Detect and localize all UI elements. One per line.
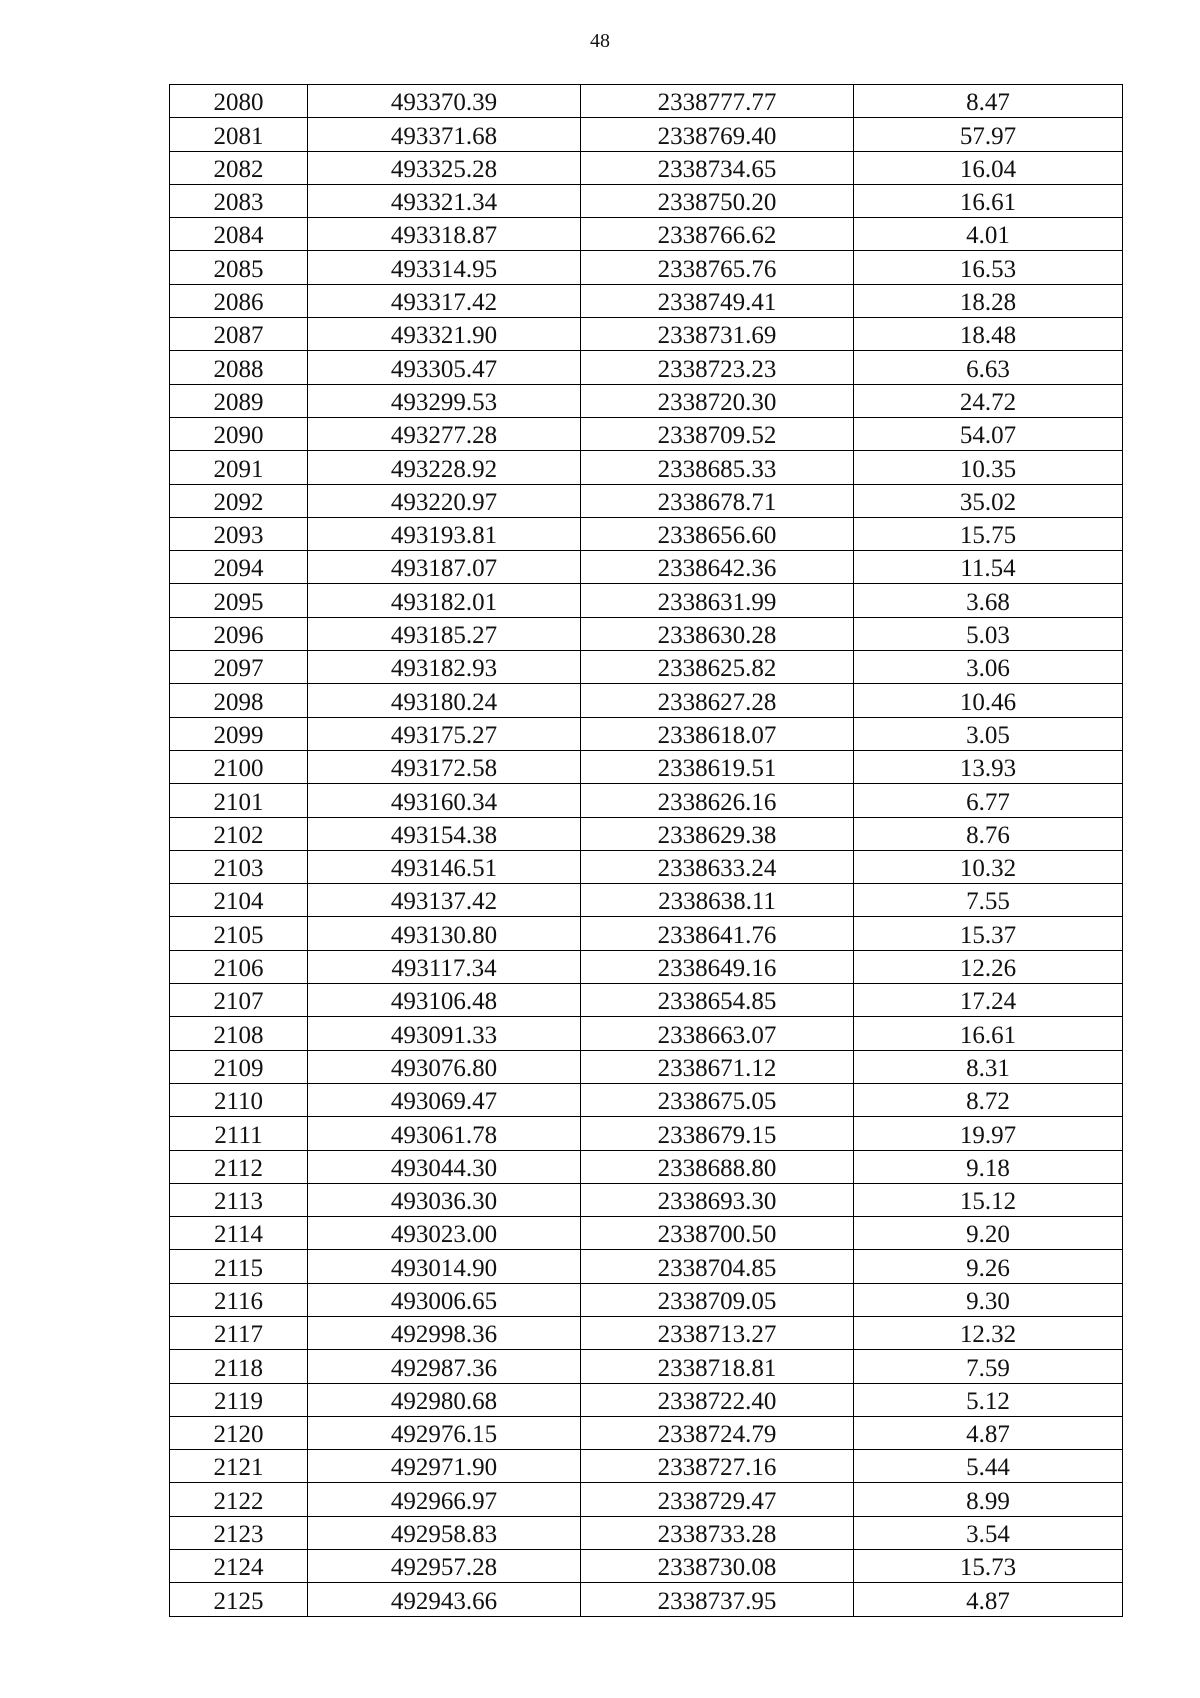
y-coordinate-cell: 2338630.28 (581, 617, 854, 650)
x-coordinate-cell: 493305.47 (308, 351, 581, 384)
y-coordinate-cell: 2338641.76 (581, 917, 854, 950)
point-id-cell: 2112 (170, 1150, 308, 1183)
distance-cell: 15.37 (854, 917, 1123, 950)
y-coordinate-cell: 2338679.15 (581, 1117, 854, 1150)
coordinate-table-body (170, 85, 1123, 1617)
table-row (170, 151, 1123, 184)
y-coordinate-cell: 2338619.51 (581, 750, 854, 783)
x-coordinate-cell: 493370.39 (308, 85, 581, 118)
point-id-cell: 2102 (170, 817, 308, 850)
x-coordinate-cell: 493317.42 (308, 284, 581, 317)
y-coordinate-cell: 2338734.65 (581, 151, 854, 184)
point-id-cell: 2081 (170, 118, 308, 151)
x-coordinate-cell: 493180.24 (308, 684, 581, 717)
table-row (170, 1183, 1123, 1216)
point-id-cell: 2122 (170, 1483, 308, 1516)
distance-cell: 19.97 (854, 1117, 1123, 1150)
point-id-cell: 2117 (170, 1316, 308, 1349)
distance-cell: 10.35 (854, 451, 1123, 484)
distance-cell: 16.61 (854, 1017, 1123, 1050)
point-id-cell: 2095 (170, 584, 308, 617)
distance-cell: 4.87 (854, 1583, 1123, 1616)
point-id-cell: 2114 (170, 1217, 308, 1250)
point-id-cell: 2104 (170, 884, 308, 917)
point-id-cell: 2103 (170, 850, 308, 883)
x-coordinate-cell: 493036.30 (308, 1183, 581, 1216)
table-row (170, 1017, 1123, 1050)
y-coordinate-cell: 2338729.47 (581, 1483, 854, 1516)
table-row (170, 384, 1123, 417)
distance-cell: 16.04 (854, 151, 1123, 184)
y-coordinate-cell: 2338737.95 (581, 1583, 854, 1616)
table-row (170, 1217, 1123, 1250)
distance-cell: 18.28 (854, 284, 1123, 317)
table-row (170, 1416, 1123, 1449)
distance-cell: 3.06 (854, 651, 1123, 684)
y-coordinate-cell: 2338704.85 (581, 1250, 854, 1283)
table-row (170, 1350, 1123, 1383)
distance-cell: 3.68 (854, 584, 1123, 617)
y-coordinate-cell: 2338685.33 (581, 451, 854, 484)
x-coordinate-cell: 492958.83 (308, 1516, 581, 1549)
distance-cell: 4.87 (854, 1416, 1123, 1449)
y-coordinate-cell: 2338765.76 (581, 251, 854, 284)
point-id-cell: 2087 (170, 318, 308, 351)
distance-cell: 16.61 (854, 184, 1123, 217)
distance-cell: 8.72 (854, 1083, 1123, 1116)
table-row (170, 85, 1123, 118)
table-row (170, 750, 1123, 783)
distance-cell: 16.53 (854, 251, 1123, 284)
distance-cell: 9.26 (854, 1250, 1123, 1283)
table-row (170, 318, 1123, 351)
distance-cell: 8.99 (854, 1483, 1123, 1516)
y-coordinate-cell: 2338627.28 (581, 684, 854, 717)
point-id-cell: 2120 (170, 1416, 308, 1449)
point-id-cell: 2121 (170, 1450, 308, 1483)
point-id-cell: 2093 (170, 517, 308, 550)
table-row (170, 717, 1123, 750)
distance-cell: 5.03 (854, 617, 1123, 650)
table-row (170, 1550, 1123, 1583)
table-row (170, 517, 1123, 550)
distance-cell: 15.73 (854, 1550, 1123, 1583)
x-coordinate-cell: 493172.58 (308, 750, 581, 783)
x-coordinate-cell: 493091.33 (308, 1017, 581, 1050)
distance-cell: 3.54 (854, 1516, 1123, 1549)
distance-cell: 5.12 (854, 1383, 1123, 1416)
point-id-cell: 2088 (170, 351, 308, 384)
point-id-cell: 2125 (170, 1583, 308, 1616)
x-coordinate-cell: 493014.90 (308, 1250, 581, 1283)
distance-cell: 6.77 (854, 784, 1123, 817)
y-coordinate-cell: 2338631.99 (581, 584, 854, 617)
point-id-cell: 2115 (170, 1250, 308, 1283)
point-id-cell: 2124 (170, 1550, 308, 1583)
distance-cell: 13.93 (854, 750, 1123, 783)
distance-cell: 9.30 (854, 1283, 1123, 1316)
point-id-cell: 2085 (170, 251, 308, 284)
x-coordinate-cell: 493069.47 (308, 1083, 581, 1116)
point-id-cell: 2091 (170, 451, 308, 484)
table-row (170, 1150, 1123, 1183)
y-coordinate-cell: 2338727.16 (581, 1450, 854, 1483)
point-id-cell: 2119 (170, 1383, 308, 1416)
y-coordinate-cell: 2338629.38 (581, 817, 854, 850)
x-coordinate-cell: 492957.28 (308, 1550, 581, 1583)
point-id-cell: 2094 (170, 551, 308, 584)
table-row (170, 1383, 1123, 1416)
x-coordinate-cell: 493137.42 (308, 884, 581, 917)
y-coordinate-cell: 2338700.50 (581, 1217, 854, 1250)
distance-cell: 8.76 (854, 817, 1123, 850)
point-id-cell: 2086 (170, 284, 308, 317)
y-coordinate-cell: 2338642.36 (581, 551, 854, 584)
y-coordinate-cell: 2338709.05 (581, 1283, 854, 1316)
x-coordinate-cell: 493321.34 (308, 184, 581, 217)
table-row (170, 850, 1123, 883)
y-coordinate-cell: 2338633.24 (581, 850, 854, 883)
y-coordinate-cell: 2338749.41 (581, 284, 854, 317)
y-coordinate-cell: 2338750.20 (581, 184, 854, 217)
point-id-cell: 2089 (170, 384, 308, 417)
y-coordinate-cell: 2338654.85 (581, 984, 854, 1017)
table-row (170, 251, 1123, 284)
x-coordinate-cell: 493228.92 (308, 451, 581, 484)
point-id-cell: 2105 (170, 917, 308, 950)
table-row (170, 1583, 1123, 1616)
y-coordinate-cell: 2338769.40 (581, 118, 854, 151)
x-coordinate-cell: 493182.93 (308, 651, 581, 684)
distance-cell: 12.26 (854, 950, 1123, 983)
distance-cell: 4.01 (854, 218, 1123, 251)
distance-cell: 35.02 (854, 484, 1123, 517)
y-coordinate-cell: 2338713.27 (581, 1316, 854, 1349)
y-coordinate-cell: 2338649.16 (581, 950, 854, 983)
point-id-cell: 2110 (170, 1083, 308, 1116)
distance-cell: 54.07 (854, 417, 1123, 450)
point-id-cell: 2090 (170, 417, 308, 450)
distance-cell: 3.05 (854, 717, 1123, 750)
distance-cell: 5.44 (854, 1450, 1123, 1483)
distance-cell: 24.72 (854, 384, 1123, 417)
point-id-cell: 2108 (170, 1017, 308, 1050)
table-row (170, 917, 1123, 950)
x-coordinate-cell: 493185.27 (308, 617, 581, 650)
table-row (170, 1283, 1123, 1316)
table-row (170, 1316, 1123, 1349)
point-id-cell: 2080 (170, 85, 308, 118)
x-coordinate-cell: 492976.15 (308, 1416, 581, 1449)
table-row (170, 784, 1123, 817)
x-coordinate-cell: 493023.00 (308, 1217, 581, 1250)
x-coordinate-cell: 493146.51 (308, 850, 581, 883)
table-row (170, 484, 1123, 517)
page-number: 48 (590, 30, 610, 52)
y-coordinate-cell: 2338693.30 (581, 1183, 854, 1216)
distance-cell: 7.59 (854, 1350, 1123, 1383)
y-coordinate-cell: 2338724.79 (581, 1416, 854, 1449)
distance-cell: 7.55 (854, 884, 1123, 917)
x-coordinate-cell: 493061.78 (308, 1117, 581, 1150)
y-coordinate-cell: 2338656.60 (581, 517, 854, 550)
point-id-cell: 2113 (170, 1183, 308, 1216)
x-coordinate-cell: 493154.38 (308, 817, 581, 850)
distance-cell: 15.75 (854, 517, 1123, 550)
point-id-cell: 2084 (170, 218, 308, 251)
point-id-cell: 2083 (170, 184, 308, 217)
x-coordinate-cell: 493044.30 (308, 1150, 581, 1183)
y-coordinate-cell: 2338720.30 (581, 384, 854, 417)
distance-cell: 9.18 (854, 1150, 1123, 1183)
coordinate-table (169, 84, 1123, 1617)
y-coordinate-cell: 2338618.07 (581, 717, 854, 750)
y-coordinate-cell: 2338722.40 (581, 1383, 854, 1416)
point-id-cell: 2100 (170, 750, 308, 783)
x-coordinate-cell: 493130.80 (308, 917, 581, 950)
x-coordinate-cell: 492971.90 (308, 1450, 581, 1483)
table-row (170, 184, 1123, 217)
table-row (170, 118, 1123, 151)
x-coordinate-cell: 493220.97 (308, 484, 581, 517)
point-id-cell: 2099 (170, 717, 308, 750)
x-coordinate-cell: 493193.81 (308, 517, 581, 550)
distance-cell: 15.12 (854, 1183, 1123, 1216)
y-coordinate-cell: 2338678.71 (581, 484, 854, 517)
distance-cell: 9.20 (854, 1217, 1123, 1250)
x-coordinate-cell: 493076.80 (308, 1050, 581, 1083)
table-row (170, 1083, 1123, 1116)
y-coordinate-cell: 2338733.28 (581, 1516, 854, 1549)
distance-cell: 10.46 (854, 684, 1123, 717)
y-coordinate-cell: 2338731.69 (581, 318, 854, 351)
y-coordinate-cell: 2338626.16 (581, 784, 854, 817)
table-row (170, 884, 1123, 917)
table-row (170, 1250, 1123, 1283)
x-coordinate-cell: 493299.53 (308, 384, 581, 417)
x-coordinate-cell: 493325.28 (308, 151, 581, 184)
x-coordinate-cell: 492980.68 (308, 1383, 581, 1416)
table-row (170, 984, 1123, 1017)
table-row (170, 284, 1123, 317)
table-row (170, 351, 1123, 384)
distance-cell: 11.54 (854, 551, 1123, 584)
distance-cell: 18.48 (854, 318, 1123, 351)
table-row (170, 1483, 1123, 1516)
table-row (170, 1450, 1123, 1483)
table-row (170, 617, 1123, 650)
y-coordinate-cell: 2338709.52 (581, 417, 854, 450)
point-id-cell: 2082 (170, 151, 308, 184)
x-coordinate-cell: 493117.34 (308, 950, 581, 983)
table-row (170, 218, 1123, 251)
distance-cell: 12.32 (854, 1316, 1123, 1349)
x-coordinate-cell: 493187.07 (308, 551, 581, 584)
distance-cell: 17.24 (854, 984, 1123, 1017)
x-coordinate-cell: 493160.34 (308, 784, 581, 817)
x-coordinate-cell: 492998.36 (308, 1316, 581, 1349)
distance-cell: 8.47 (854, 85, 1123, 118)
y-coordinate-cell: 2338766.62 (581, 218, 854, 251)
x-coordinate-cell: 493277.28 (308, 417, 581, 450)
point-id-cell: 2107 (170, 984, 308, 1017)
table-row (170, 1117, 1123, 1150)
table-row (170, 417, 1123, 450)
y-coordinate-cell: 2338718.81 (581, 1350, 854, 1383)
point-id-cell: 2092 (170, 484, 308, 517)
table-row (170, 651, 1123, 684)
y-coordinate-cell: 2338625.82 (581, 651, 854, 684)
point-id-cell: 2097 (170, 651, 308, 684)
point-id-cell: 2123 (170, 1516, 308, 1549)
point-id-cell: 2118 (170, 1350, 308, 1383)
y-coordinate-cell: 2338723.23 (581, 351, 854, 384)
x-coordinate-cell: 493371.68 (308, 118, 581, 151)
y-coordinate-cell: 2338638.11 (581, 884, 854, 917)
point-id-cell: 2101 (170, 784, 308, 817)
y-coordinate-cell: 2338663.07 (581, 1017, 854, 1050)
table-row (170, 950, 1123, 983)
distance-cell: 10.32 (854, 850, 1123, 883)
x-coordinate-cell: 493314.95 (308, 251, 581, 284)
table-row (170, 684, 1123, 717)
x-coordinate-cell: 493321.90 (308, 318, 581, 351)
distance-cell: 8.31 (854, 1050, 1123, 1083)
x-coordinate-cell: 493182.01 (308, 584, 581, 617)
y-coordinate-cell: 2338675.05 (581, 1083, 854, 1116)
table-row (170, 551, 1123, 584)
table-row (170, 1050, 1123, 1083)
table-row (170, 817, 1123, 850)
table-row (170, 584, 1123, 617)
y-coordinate-cell: 2338730.08 (581, 1550, 854, 1583)
table-row (170, 1516, 1123, 1549)
table-row (170, 451, 1123, 484)
point-id-cell: 2098 (170, 684, 308, 717)
x-coordinate-cell: 493106.48 (308, 984, 581, 1017)
x-coordinate-cell: 493175.27 (308, 717, 581, 750)
point-id-cell: 2109 (170, 1050, 308, 1083)
point-id-cell: 2111 (170, 1117, 308, 1150)
point-id-cell: 2106 (170, 950, 308, 983)
point-id-cell: 2116 (170, 1283, 308, 1316)
x-coordinate-cell: 493006.65 (308, 1283, 581, 1316)
y-coordinate-cell: 2338777.77 (581, 85, 854, 118)
point-id-cell: 2096 (170, 617, 308, 650)
y-coordinate-cell: 2338671.12 (581, 1050, 854, 1083)
x-coordinate-cell: 492966.97 (308, 1483, 581, 1516)
distance-cell: 57.97 (854, 118, 1123, 151)
distance-cell: 6.63 (854, 351, 1123, 384)
y-coordinate-cell: 2338688.80 (581, 1150, 854, 1183)
x-coordinate-cell: 493318.87 (308, 218, 581, 251)
x-coordinate-cell: 492943.66 (308, 1583, 581, 1616)
x-coordinate-cell: 492987.36 (308, 1350, 581, 1383)
